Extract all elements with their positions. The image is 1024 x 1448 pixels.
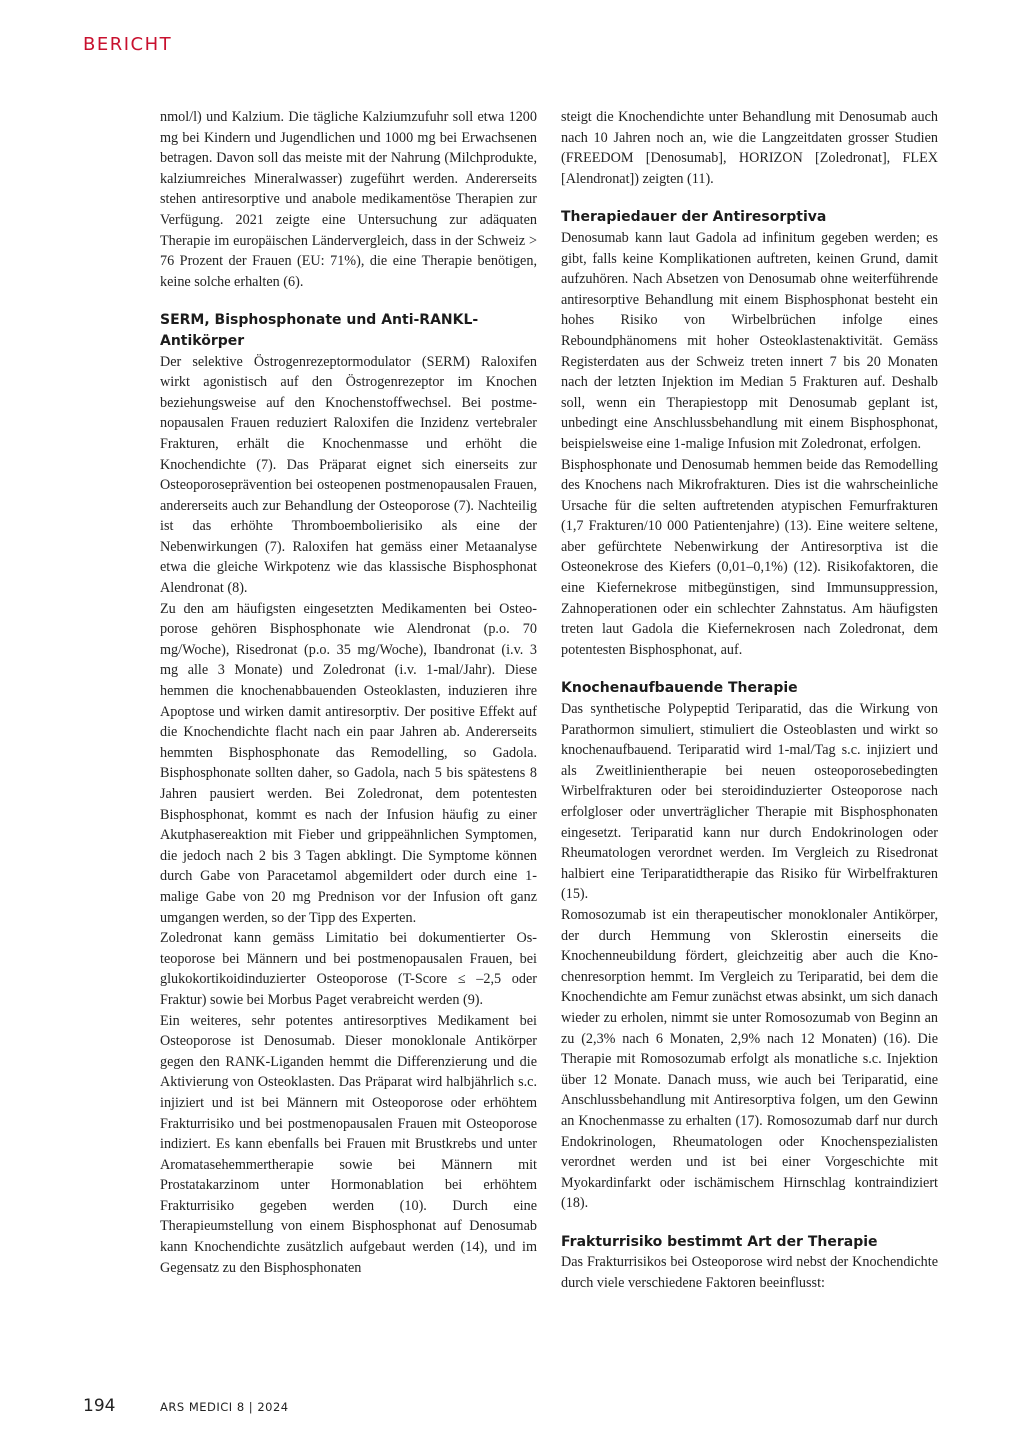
body-paragraph: Zoledronat kann gemäss Limitatio bei dokumentierter Osteoporose bei Männern und bei postmenopausalen Frauen, bei glukokortikoidinduzierter Osteoporose (T-Score ≤ –2,5 oder Fraktur) sowie bei Morbus Paget verabreicht werden (9).	[160, 930, 537, 1008]
section-heading: Therapiedauer der Antiresorptiva	[561, 209, 827, 226]
body-paragraph: Romosozumab ist ein therapeutischer monoklonaler Antikörper, der durch Hemmung von Sklerostin einerseits die Knochenneubildung fördert, gleichzeitig aber auch die Knochenresorption hemmt. Im Vergleich zu Teriparatid, bei dem die Knochendichte am Femur zunächst etwas absinkt, um sich danach wieder zu erholen, nimmt sie unter Romosozumab von Beginn an zu (2,3% nach 6 Monaten, 2,9% nach 12 Monaten) (16). Die Therapie mit Romosozumab erfolgt als monatliche s.c. Injektion über 12 Monate. Danach muss, wie auch bei Teriparatid, eine Anschlussbehandlung mit Antiresorptiva folgen, um den Gewinn an Knochenmasse zu erhalten (17). Romosozumab darf nur durch Endokrinologen, Rheumatologen oder Knochenspezialisten verordnet werden und ist bei einer Vorgeschichte mit Myokardinfarkt oder ischämischem Hirnschlag kontraindiziert (18).	[561, 906, 938, 1212]
right-column	[561, 107, 938, 1294]
body-paragraph: Zu den am häufigsten eingesetzten Medikamenten bei Osteoporose gehören Bisphosphonate wie Alendronat (p.o. 70 mg/Woche), Risedronat (p.o. 35 mg/Woche), Ibandronat (i.v. 3 mg alle 3 Monate) und Zoledronat (i.v. 1-mal/Jahr). Diese hemmen die knochenabbauenden Osteoklasten, induzieren ihre Apoptose und wirken damit antiresorptiv. Der positive Effekt auf die Knochendichte flacht nach ein paar Jahren ab. Andererseits hemmten Bisphosphonate das Remodelling, so Gadola. Bisphosphonate sollten daher, so Gadola, nach 5 bis spätestens 8 Jahren pausiert werden. Bei Zoledronat, dem potentesten Bisphosphonat, kommt es nach der Infusion häufig zu einer Akutphasereaktion mit Fieber und grippeähnlichen Symptomen, die jedoch nach 2 bis 3 Tagen abklingt. Die Symptome können durch Gabe von Paracetamol abgemildert oder durch eine 1-malige Gabe von 20 mg Prednison vor der Infusion oft ganz umgangen werden, so der Tipp des Experten.	[160, 600, 537, 926]
body-paragraph: Denosumab kann laut Gadola ad infinitum gegeben werden; es gibt, falls keine Komplikationen auftreten, keinen Grund, damit aufzuhören. Nach Absetzen von Denosumab ohne weiterführende antiresorptive Behandlung mit einem Bisphosphonat besteht ein hohes Risiko von Wirbelbrüchen infolge eines Reboundphänomens mit hoher Osteoklastenaktivität. Gemäss Registerdaten aus der Schweiz treten innert 7 bis 20 Monaten nach der letzten Injektion im Median 5 Frakturen auf. Deshalb soll, wenn ein Therapiestopp mit Denosumab geplant ist, unbedingt eine Anschlussbehandlung mit einem Bisphosphonat, beispielsweise eine 1-malige Infusion mit Zoledronat, erfolgen.	[561, 229, 938, 452]
section-heading: Frakturrisiko bestimmt Art der Therapie	[561, 1233, 878, 1250]
section-heading: Knochenaufbauende Therapie	[561, 680, 798, 697]
body-paragraph: Das Frakturrisikos bei Osteoporose wird nebst der Knochendichte durch viele verschiedene Faktoren beeinflusst:	[561, 1254, 938, 1292]
page-footer	[83, 1396, 289, 1416]
left-column	[160, 107, 537, 1278]
body-paragraph: Bisphosphonate und Denosumab hemmen beide das Remodelling des Knochens nach Mikrofrakturen. Dies ist die wahrscheinliche Ursache für die selten auftretenden atypischen Femurfrakturen (1,7 Frakturen/10 000 Patientenjahre) (13). Eine weitere seltene, aber gefürchtete Nebenwirkung der Antiresorptiva ist die Osteonekrose des Kiefers (0,01–0,1%) (12). Risikofaktoren, die eine Kiefernekrose mitbegünstigen, sind Immunsuppression, Zahnoperationen oder ein schlechter Zahnstatus. Am häufigsten treten laut Gadola die Kiefernekrosen nach Zoledronat, dem potentesten Bisphosphonat, auf.	[561, 456, 938, 658]
body-paragraph: Der selektive Östrogenrezeptormodulator (SERM) Raloxifen wirkt agonistisch auf den Östrogenrezeptor im Knochen beziehungsweise auf den Knochenstoffwechsel. Bei postmenopausalen Frauen reduziert Raloxifen die Inzidenz vertebraler Frakturen, erhält die Knochenmasse und erhöht die Knochendichte (7). Das Präparat eignet sich einerseits zur Osteoporoseprävention bei osteopenen postmenopausalen Frauen, andererseits auch zur Behandlung der Osteoporose (7). Nachteilig ist das erhöhte Thromboembolierisiko als eine der Nebenwirkungen (7). Raloxifen hat gemäss einer Metaanalyse etwa die gleiche Wirkpotenz wie das klassische Bisphosphonat Alendronat (8).	[160, 353, 537, 597]
journal-issue: ARS MEDICI 8 | 2024	[160, 1400, 289, 1414]
body-paragraph: Ein weiteres, sehr potentes antiresorptives Medikament bei Osteoporose ist Denosumab. Dieser monoklonale Antikörper gegen den RANK-Liganden hemmt die Differenzierung und die Aktivierung von Osteoklasten. Das Präparat wird halbjährlich s.c. injiziert und ist bei Männern mit Osteoporose oder erhöhtem Frakturrisiko und bei postmenopausalen Frauen mit Osteoporose indiziert. Es kann ebenfalls bei Frauen mit Brustkrebs und unter Aromatasehemmertherapie sowie bei Männern mit Prostatakarzinom unter Hormonablation bei erhöhtem Frakturrisiko gegeben werden (10). Durch eine Therapieumstellung von einem Bisphosphonat auf Denosumab kann Knochendichte zusätzlich aufgebaut werden (14), und im Gegensatz zu den Bisphosphonaten	[160, 1012, 537, 1276]
section-heading: SERM, Bisphosphonate und Anti-RANKL-Antikörper	[160, 312, 479, 349]
body-paragraph: steigt die Knochendichte unter Behandlung mit Denosumab auch nach 10 Jahren noch an, wie die Langzeitdaten grosser Studien (FREEDOM [Denosumab], HORIZON [Zoledronat], FLEX [Alendronat]) zeigten (11).	[561, 109, 938, 187]
page-number: 194	[83, 1396, 116, 1416]
body-paragraph: Das synthetische Polypeptid Teriparatid, das die Wirkung von Parathormon simuliert, stimuliert die Osteoblasten und wirkt so knochenaufbauend. Teriparatid wird 1-mal/Tag s.c. injiziert und als Zweitlinientherapie bei neuen osteoporosebedingten Wirbelfrakturen oder bei steroidinduzierter Osteoporose nach erfolgloser oder unverträglicher Therapie mit Bisphosphonaten eingesetzt. Teriparatid kann nur durch Endokrinologen oder Rheumatologen verordnet werden. Im Vergleich zu Risedronat halbiert eine Teriparatidtherapie das Risiko für Wirbelfrakturen (15).	[561, 701, 938, 903]
body-paragraph: nmol/l) und Kalzium. Die tägliche Kalziumzufuhr soll etwa 1200 mg bei Kindern und Jugendlichen und 1000 mg bei Erwachsenen betragen. Davon soll das meiste mit der Nahrung (Milchprodukte, kalziumreiches Mineralwasser) zugeführt werden. Andererseits stehen antiresorptive und anabole medikamentöse Therapien zur Verfügung. 2021 zeigte eine Untersuchung zur adäquaten Therapie im europäischen Ländervergleich, dass in der Schweiz > 76 Prozent der Frauen (EU: 71%), die eine Therapie benötigen, keine solche erhalten (6).	[160, 109, 537, 290]
section-label: BERICHT	[83, 34, 173, 55]
